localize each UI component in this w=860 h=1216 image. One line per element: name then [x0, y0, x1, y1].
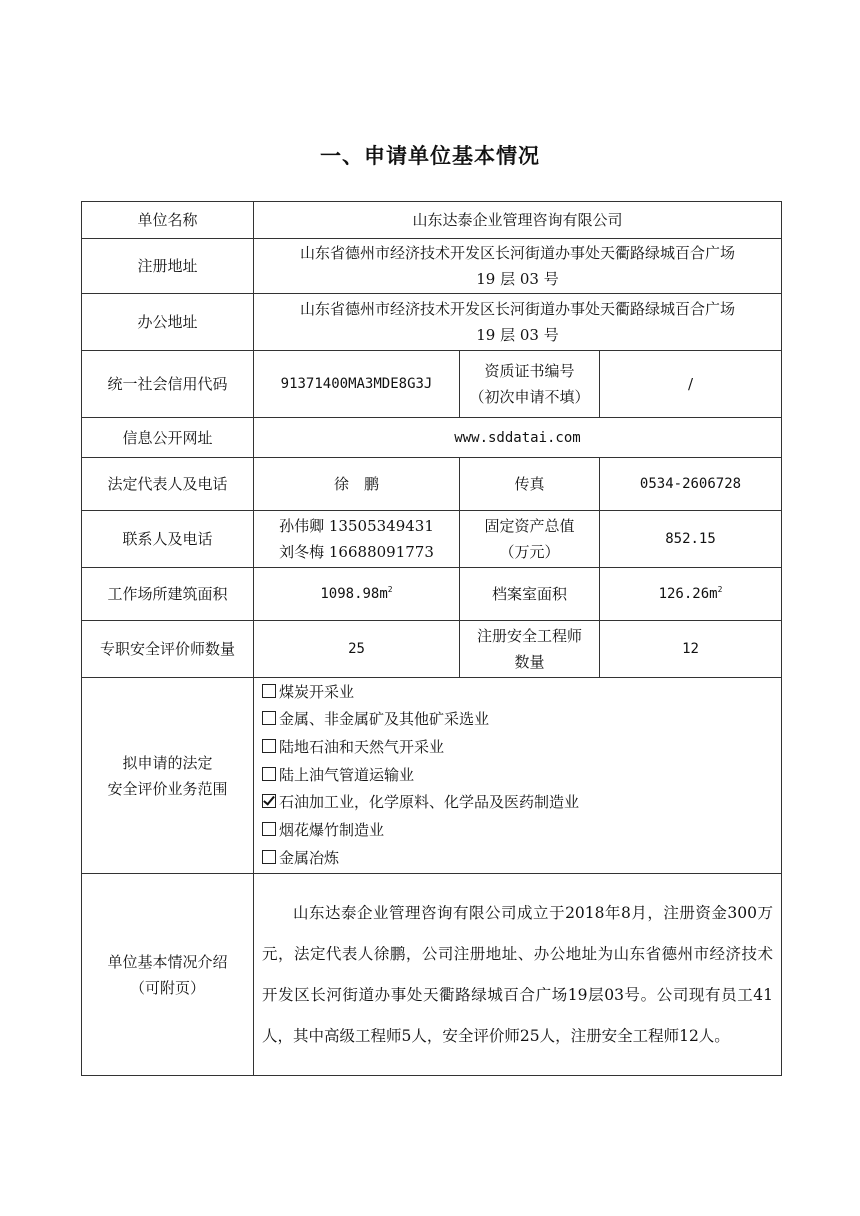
checkbox-icon[interactable] — [262, 822, 276, 836]
contact-value — [254, 511, 460, 568]
scope-option-label: 石油加工业，化学原料、化学品及医药制造业 — [279, 793, 580, 812]
checkbox-icon[interactable] — [262, 850, 276, 864]
archive-label: 档案室面积 — [460, 568, 600, 621]
legal-rep-value: 徐 鹏 — [254, 458, 460, 511]
cert-number-label-line2: （初次申请不填） — [469, 388, 590, 406]
intro-text: 山东达泰企业管理咨询有限公司成立于2018年8月，注册资金300万元，法定代表人徐鹏，公司注册地址、办公地址为山东省德州市经济技术开发区长河街道办事处天衢路绿城百合广场19层03号。公司现有员工41人，其中高级工程师5人，安全评价师25人，注册安全工程师12人。 — [254, 874, 782, 1076]
archive-number: 126.26m — [658, 586, 718, 602]
assets-value: 852.15 — [600, 511, 782, 568]
office-address-label: 办公地址 — [82, 294, 254, 351]
unit-name-value: 山东达泰企业管理咨询有限公司 — [254, 202, 782, 239]
reg-address-line2: 19 层 03 号 — [476, 270, 559, 288]
scope-option[interactable] — [262, 817, 777, 845]
row-website — [82, 418, 782, 458]
page-title: 一、申请单位基本情况 — [320, 143, 540, 168]
engineers-label-line1: 注册安全工程师 — [476, 627, 582, 645]
row-evaluators — [82, 621, 782, 678]
scope-option[interactable] — [262, 845, 777, 873]
contact-line1: 孙伟卿 13505349431 — [279, 517, 434, 535]
scope-option[interactable] — [262, 679, 777, 707]
intro-label — [82, 874, 254, 1076]
checkbox-icon[interactable] — [262, 767, 276, 781]
area-label: 工作场所建筑面积 — [82, 568, 254, 621]
row-scope — [82, 678, 782, 874]
scope-label — [82, 678, 254, 874]
checkbox-icon[interactable] — [262, 684, 276, 698]
row-office-address — [82, 294, 782, 351]
intro-label-line2: （可附页） — [129, 978, 205, 997]
checkbox-icon[interactable] — [262, 711, 276, 725]
cert-number-value: / — [600, 351, 782, 418]
engineers-label-line2: 数量 — [514, 653, 545, 671]
contact-line2: 刘冬梅 16688091773 — [279, 543, 434, 561]
scope-options — [254, 678, 782, 874]
scope-option-label: 陆地石油和天然气开采业 — [279, 737, 445, 756]
reg-address-label: 注册地址 — [82, 239, 254, 294]
scope-option-label: 陆上油气管道运输业 — [279, 765, 415, 784]
fax-value: 0534-2606728 — [600, 458, 782, 511]
area-number: 1098.98m — [320, 586, 388, 602]
row-intro — [82, 874, 782, 1076]
scope-option-label: 金属、非金属矿及其他矿采选业 — [279, 710, 490, 729]
fax-label: 传真 — [460, 458, 600, 511]
scope-label-line2: 安全评价业务范围 — [107, 779, 228, 798]
assets-label-line1: 固定资产总值 — [484, 517, 575, 535]
assets-label-line2: （万元） — [499, 543, 560, 561]
scope-option-label: 煤炭开采业 — [279, 682, 355, 701]
reg-address-line1: 山东省德州市经济技术开发区长河街道办事处天衢路绿城百合广场 — [300, 244, 736, 262]
scope-label-line1: 拟申请的法定 — [122, 753, 213, 772]
engineers-value: 12 — [600, 621, 782, 678]
intro-label-line1: 单位基本情况介绍 — [107, 952, 228, 971]
applicant-info-table — [81, 201, 782, 1076]
area-value — [254, 568, 460, 621]
assets-label — [460, 511, 600, 568]
engineers-label — [460, 621, 600, 678]
archive-value — [600, 568, 782, 621]
row-legal-rep — [82, 458, 782, 511]
credit-code-label: 统一社会信用代码 — [82, 351, 254, 418]
evaluators-value: 25 — [254, 621, 460, 678]
cert-number-label — [460, 351, 600, 418]
office-address-value — [254, 294, 782, 351]
office-address-line1: 山东省德州市经济技术开发区长河街道办事处天衢路绿城百合广场 — [300, 300, 736, 318]
row-contact — [82, 511, 782, 568]
scope-option[interactable] — [262, 706, 777, 734]
checkbox-icon[interactable] — [262, 739, 276, 753]
credit-code-value: 91371400MA3MDE8G3J — [254, 351, 460, 418]
reg-address-value — [254, 239, 782, 294]
row-area — [82, 568, 782, 621]
evaluators-label: 专职安全评价师数量 — [82, 621, 254, 678]
scope-option-label: 金属冶炼 — [279, 848, 340, 867]
checked-checkbox-icon[interactable] — [262, 794, 276, 808]
legal-rep-label: 法定代表人及电话 — [82, 458, 254, 511]
contact-label: 联系人及电话 — [82, 511, 254, 568]
archive-unit-sup: 2 — [717, 585, 723, 594]
area-unit-sup: 2 — [387, 585, 393, 594]
scope-option-label: 烟花爆竹制造业 — [279, 821, 385, 840]
row-reg-address — [82, 239, 782, 294]
scope-option[interactable] — [262, 789, 777, 817]
cert-number-label-line1: 资质证书编号 — [484, 362, 575, 380]
scope-option[interactable] — [262, 762, 777, 790]
scope-option[interactable] — [262, 734, 777, 762]
office-address-line2: 19 层 03 号 — [476, 326, 559, 344]
row-unit-name — [82, 202, 782, 239]
row-credit-code — [82, 351, 782, 418]
website-value: www.sddatai.com — [254, 418, 782, 458]
unit-name-label: 单位名称 — [82, 202, 254, 239]
website-label: 信息公开网址 — [82, 418, 254, 458]
